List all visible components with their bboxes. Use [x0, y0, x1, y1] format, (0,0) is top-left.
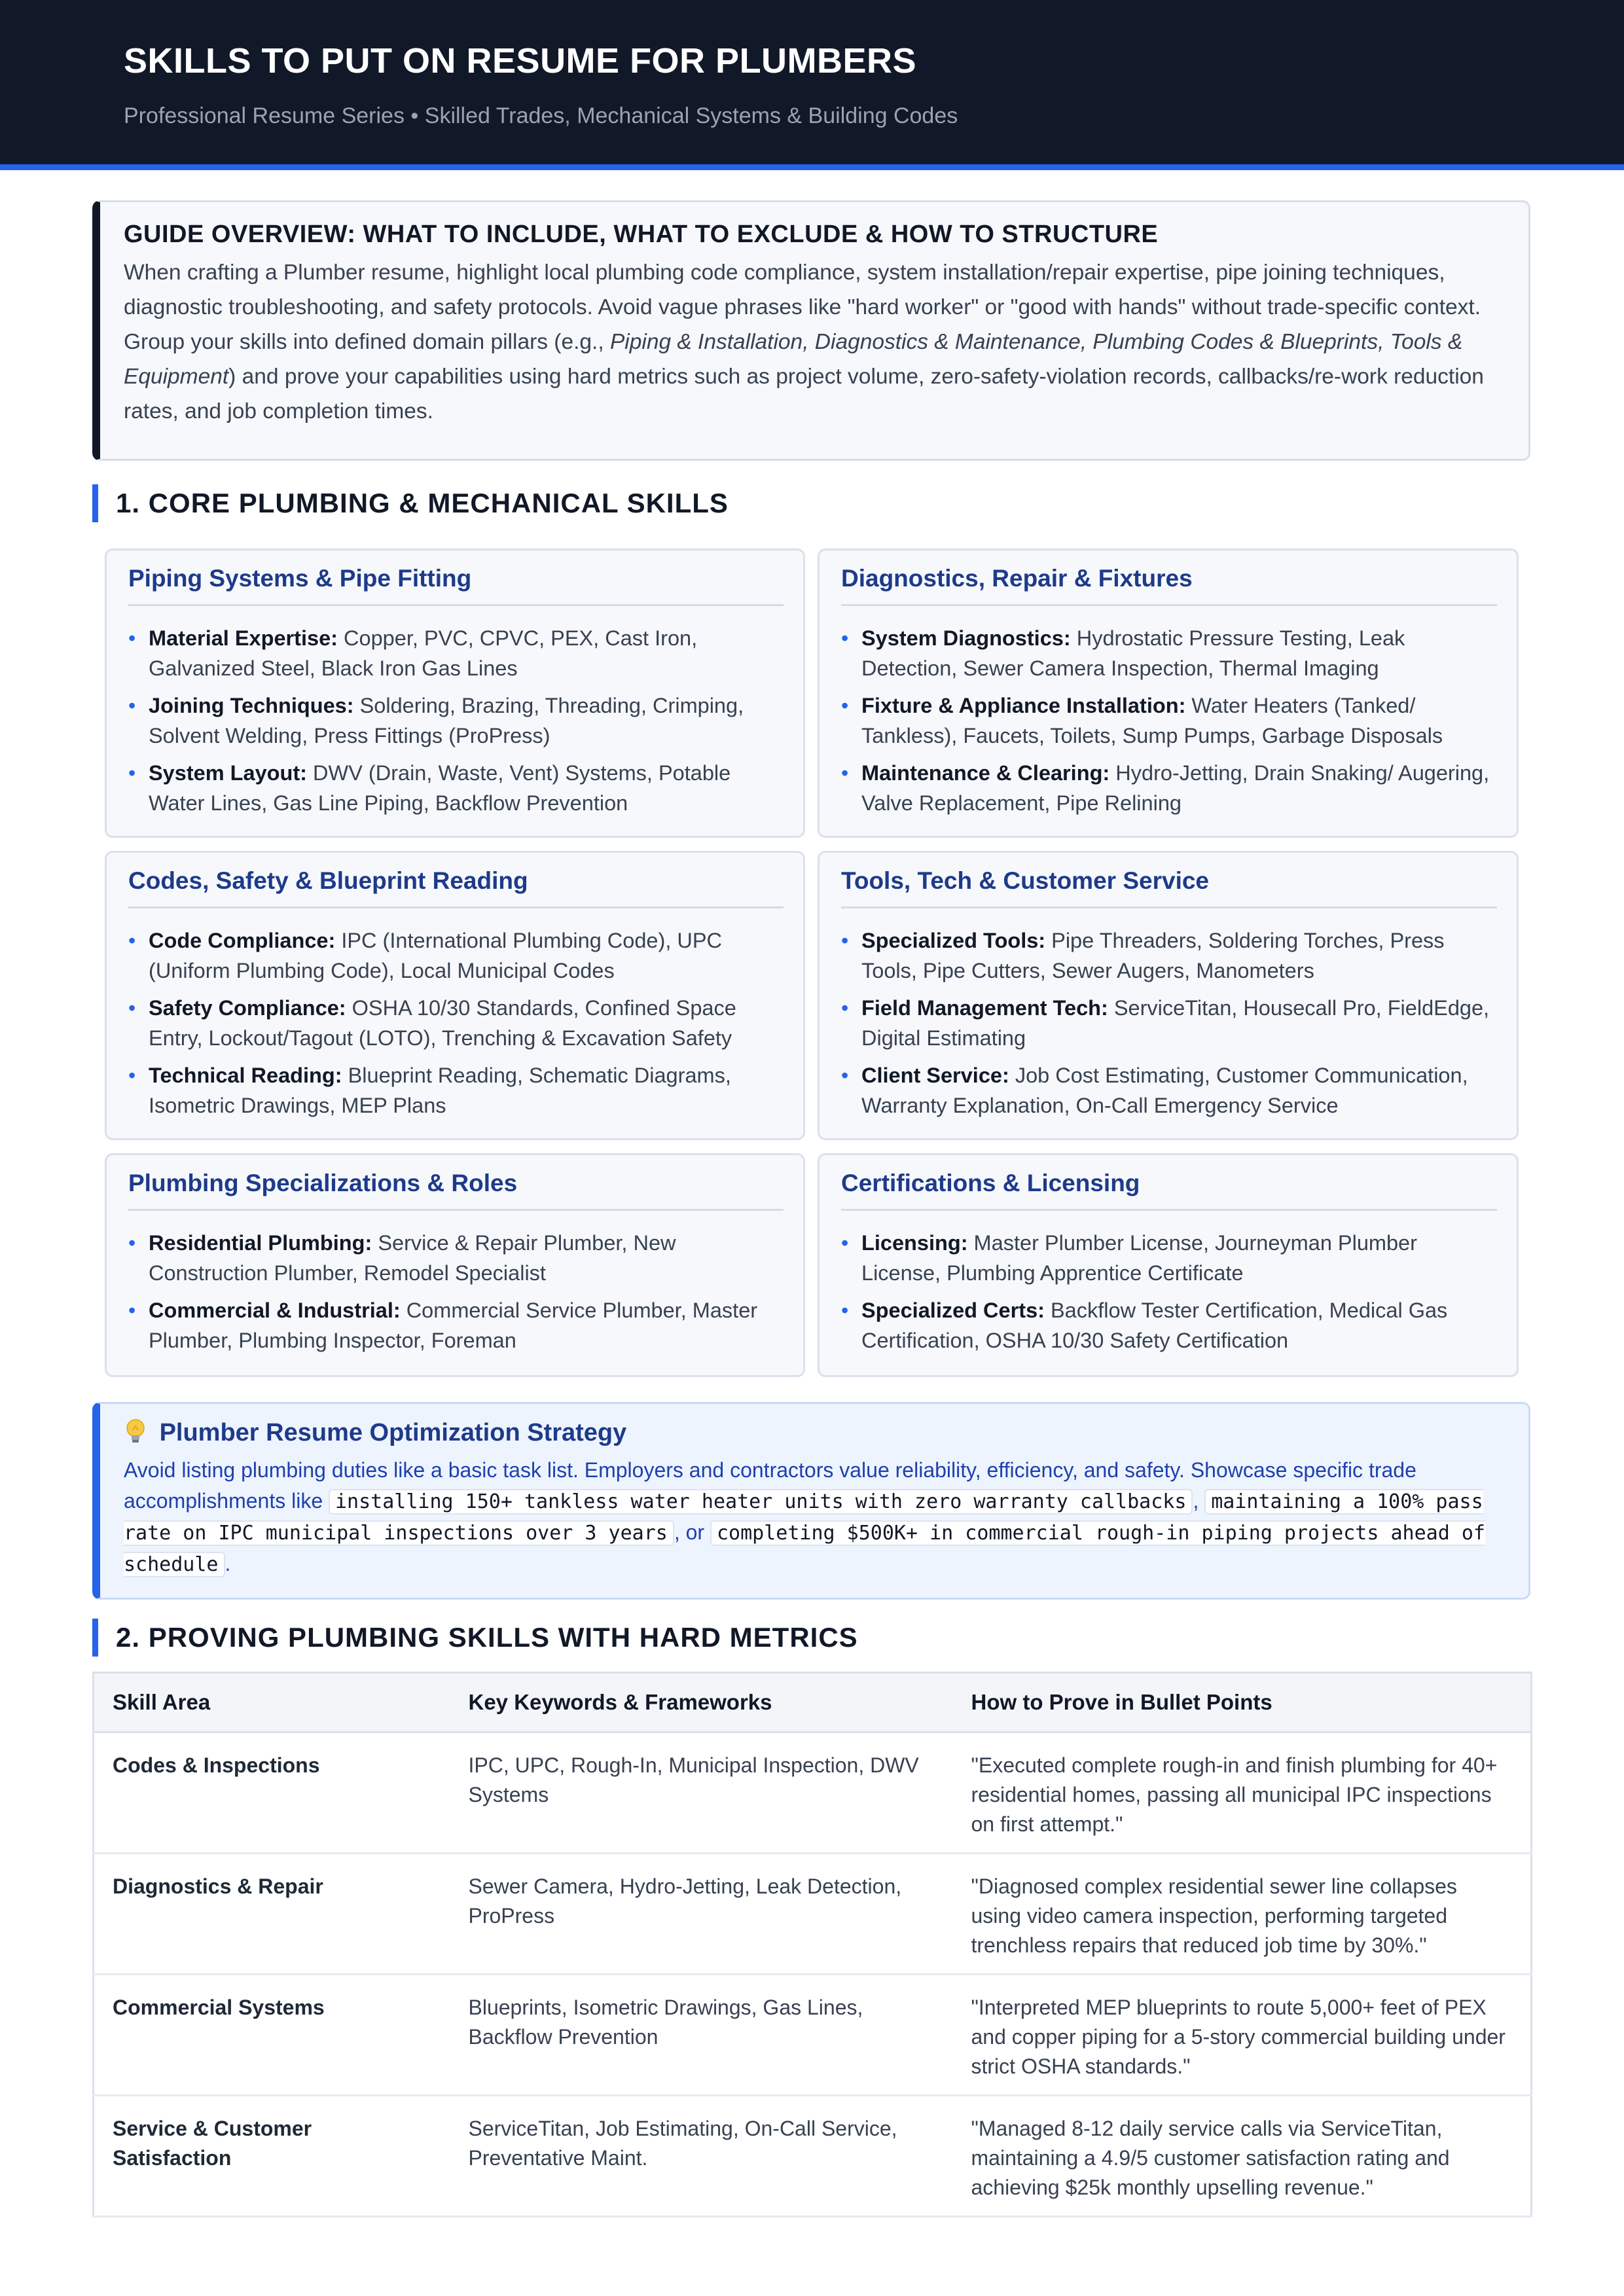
item-label: Licensing:	[861, 1231, 968, 1255]
item-text: OSHA 10/30 Standards, Confined Space Entry, Lockout/Tagout (LOTO), Trenching & Excavation Safety	[149, 996, 736, 1050]
table-row	[94, 1854, 1532, 1975]
overview-text-part: ) and prove your capabilities using hard metrics such as project volume, zero-safety-violation records, callbacks/re-work reduction rates, and job completion times.	[124, 365, 1484, 423]
item-label: Specialized Certs:	[861, 1299, 1045, 1322]
card-title: Plumbing Specializations & Roles	[128, 1170, 784, 1211]
table-row	[94, 1975, 1532, 2096]
tip-title	[124, 1418, 1497, 1447]
column-header: Skill Area	[94, 1673, 450, 1732]
list-item	[841, 1295, 1497, 1355]
example-metric-3: completing $500K+ in commercial rough-in piping projects ahead of schedule	[124, 1522, 1485, 1576]
list-item	[128, 1060, 784, 1121]
item-label: Technical Reading:	[149, 1064, 342, 1087]
item-text: Commercial Service Plumber, Master Plumber, Plumbing Inspector, Foreman	[149, 1299, 758, 1352]
item-label: Commercial & Industrial:	[149, 1299, 401, 1322]
card-specializations	[105, 1153, 805, 1377]
skill-area-cell: Codes & Inspections	[94, 1732, 450, 1854]
item-label: Field Management Tech:	[861, 996, 1108, 1020]
column-header: Key Keywords & Frameworks	[450, 1673, 953, 1732]
card-list	[128, 623, 784, 818]
item-text: Job Cost Estimating, Customer Communication, Warranty Explanation, On-Call Emergency Service	[861, 1064, 1468, 1117]
section-2-title: 2. PROVING PLUMBING SKILLS WITH HARD METRICS	[92, 1619, 858, 1657]
list-item	[841, 993, 1497, 1053]
item-label: System Diagnostics:	[861, 626, 1071, 650]
item-text: Water Heaters (Tanked/ Tankless), Faucets, Toilets, Sump Pumps, Garbage Disposals	[861, 694, 1443, 747]
card-tools-tech	[818, 851, 1519, 1140]
table-row	[94, 2096, 1532, 2217]
page-subtitle: Professional Resume Series • Skilled Trades, Mechanical Systems & Building Codes	[124, 103, 958, 128]
section-1-title: 1. CORE PLUMBING & MECHANICAL SKILLS	[92, 484, 729, 522]
item-label: System Layout:	[149, 761, 308, 785]
metrics-table	[92, 1672, 1532, 2217]
card-list	[841, 623, 1497, 818]
page-title: SKILLS TO PUT ON RESUME FOR PLUMBERS	[124, 41, 917, 81]
skill-area-cell: Commercial Systems	[94, 1975, 450, 2096]
item-label: Maintenance & Clearing:	[861, 761, 1110, 785]
card-list	[128, 1228, 784, 1355]
overview-text-part: When crafting a Plumber resume, highlight local plumbing code compliance, system installation/repair expertise, pipe joining techniques, diagnostic troubleshooting, and safety protocols. Avoid vague phrases like "hard worker" or "good with hands" without trade-specific context. Group your skills into defined domain pillars (e.g.,	[124, 260, 1481, 354]
list-item	[128, 1295, 784, 1355]
skill-area-cell: Service & Customer Satisfaction	[94, 2096, 450, 2217]
tip-text-part: .	[225, 1552, 231, 1575]
card-piping-systems	[105, 548, 805, 838]
list-item	[128, 691, 784, 751]
item-text: Pipe Threaders, Soldering Torches, Press Tools, Pipe Cutters, Sewer Augers, Manometers	[861, 929, 1445, 982]
overview-text	[124, 255, 1493, 429]
table-row	[94, 1732, 1532, 1854]
list-item	[128, 758, 784, 818]
overview-pillars: Piping & Installation, Diagnostics & Maintenance, Plumbing Codes & Blueprints, Tools & Equipment	[124, 330, 1463, 389]
card-title: Codes, Safety & Blueprint Reading	[128, 867, 784, 908]
list-item	[128, 1228, 784, 1288]
list-item	[841, 1060, 1497, 1121]
keywords-cell: Blueprints, Isometric Drawings, Gas Lines, Backflow Prevention	[450, 1975, 953, 2096]
lightbulb-icon	[124, 1419, 154, 1446]
list-item	[841, 925, 1497, 986]
tip-title-text: Plumber Resume Optimization Strategy	[159, 1419, 627, 1446]
card-title: Certifications & Licensing	[841, 1170, 1497, 1211]
item-text: Blueprint Reading, Schematic Diagrams, Isometric Drawings, MEP Plans	[149, 1064, 731, 1117]
keywords-cell: IPC, UPC, Rough-In, Municipal Inspection, DWV Systems	[450, 1732, 953, 1854]
tip-text-part: ,	[1193, 1489, 1205, 1513]
metrics-table-wrapper	[92, 1672, 1530, 2217]
list-item	[128, 623, 784, 683]
card-diagnostics-repair	[818, 548, 1519, 838]
item-text: Hydrostatic Pressure Testing, Leak Detection, Sewer Camera Inspection, Thermal Imaging	[861, 626, 1405, 680]
item-label: Code Compliance:	[149, 929, 336, 952]
item-label: Material Expertise:	[149, 626, 338, 650]
item-text: ServiceTitan, Housecall Pro, FieldEdge, Digital Estimating	[861, 996, 1490, 1050]
guide-overview-box	[92, 200, 1530, 461]
bullet-example-cell: "Managed 8-12 daily service calls via ServiceTitan, maintaining a 4.9/5 customer satisfaction rating and achieving $25k monthly upselling revenue."	[953, 2096, 1532, 2217]
bullet-example-cell: "Diagnosed complex residential sewer line collapses using video camera inspection, performing targeted trenchless repairs that reduced job time by 30%."	[953, 1854, 1532, 1975]
example-metric-2: maintaining a 100% pass rate on IPC municipal inspections over 3 years	[124, 1490, 1483, 1545]
bullet-example-cell: "Executed complete rough-in and finish plumbing for 40+ residential homes, passing all municipal IPC inspections on first attempt."	[953, 1732, 1532, 1854]
tip-text-part: Avoid listing plumbing duties like a basic task list. Employers and contractors value reliability, efficiency, and safety. Showcase specific trade accomplishments like	[124, 1458, 1416, 1513]
skills-card-grid	[105, 548, 1519, 1377]
item-label: Specialized Tools:	[861, 929, 1046, 952]
card-list	[841, 925, 1497, 1121]
list-item	[841, 691, 1497, 751]
bullet-example-cell: "Interpreted MEP blueprints to route 5,000+ feet of PEX and copper piping for a 5-story commercial building under strict OSHA standards."	[953, 1975, 1532, 2096]
skill-area-cell: Diagnostics & Repair	[94, 1854, 450, 1975]
page-header	[0, 0, 1624, 170]
item-text: DWV (Drain, Waste, Vent) Systems, Potable Water Lines, Gas Line Piping, Backflow Prevention	[149, 761, 731, 815]
item-label: Joining Techniques:	[149, 694, 354, 717]
card-title: Diagnostics, Repair & Fixtures	[841, 565, 1497, 606]
card-list	[841, 1228, 1497, 1355]
card-codes-safety	[105, 851, 805, 1140]
tip-text-part: , or	[674, 1520, 710, 1544]
item-text: Backflow Tester Certification, Medical Gas Certification, OSHA 10/30 Safety Certification	[861, 1299, 1448, 1352]
list-item	[841, 623, 1497, 683]
list-item	[128, 925, 784, 986]
table-header-row	[94, 1673, 1532, 1732]
card-title: Piping Systems & Pipe Fitting	[128, 565, 784, 606]
card-list	[128, 925, 784, 1121]
keywords-cell: ServiceTitan, Job Estimating, On-Call Service, Preventative Maint.	[450, 2096, 953, 2217]
keywords-cell: Sewer Camera, Hydro-Jetting, Leak Detection, ProPress	[450, 1854, 953, 1975]
item-text: IPC (International Plumbing Code), UPC (Uniform Plumbing Code), Local Municipal Codes	[149, 929, 722, 982]
item-text: Hydro-Jetting, Drain Snaking/ Augering, Valve Replacement, Pipe Relining	[861, 761, 1490, 815]
item-label: Safety Compliance:	[149, 996, 346, 1020]
item-label: Fixture & Appliance Installation:	[861, 694, 1186, 717]
list-item	[128, 993, 784, 1053]
tip-text	[124, 1455, 1497, 1580]
example-metric-1: installing 150+ tankless water heater units with zero warranty callbacks	[329, 1489, 1193, 1515]
list-item	[841, 758, 1497, 818]
item-text: Master Plumber License, Journeyman Plumber License, Plumbing Apprentice Certificate	[861, 1231, 1417, 1285]
overview-title: GUIDE OVERVIEW: WHAT TO INCLUDE, WHAT TO EXCLUDE & HOW TO STRUCTURE	[124, 221, 1159, 248]
item-label: Residential Plumbing:	[149, 1231, 372, 1255]
optimization-tip-box	[92, 1402, 1530, 1600]
item-text: Service & Repair Plumber, New Construction Plumber, Remodel Specialist	[149, 1231, 676, 1285]
item-label: Client Service:	[861, 1064, 1009, 1087]
card-title: Tools, Tech & Customer Service	[841, 867, 1497, 908]
item-text: Soldering, Brazing, Threading, Crimping, Solvent Welding, Press Fittings (ProPress)	[149, 694, 744, 747]
list-item	[841, 1228, 1497, 1288]
column-header: How to Prove in Bullet Points	[953, 1673, 1532, 1732]
card-certifications	[818, 1153, 1519, 1377]
item-text: Copper, PVC, CPVC, PEX, Cast Iron, Galvanized Steel, Black Iron Gas Lines	[149, 626, 698, 680]
